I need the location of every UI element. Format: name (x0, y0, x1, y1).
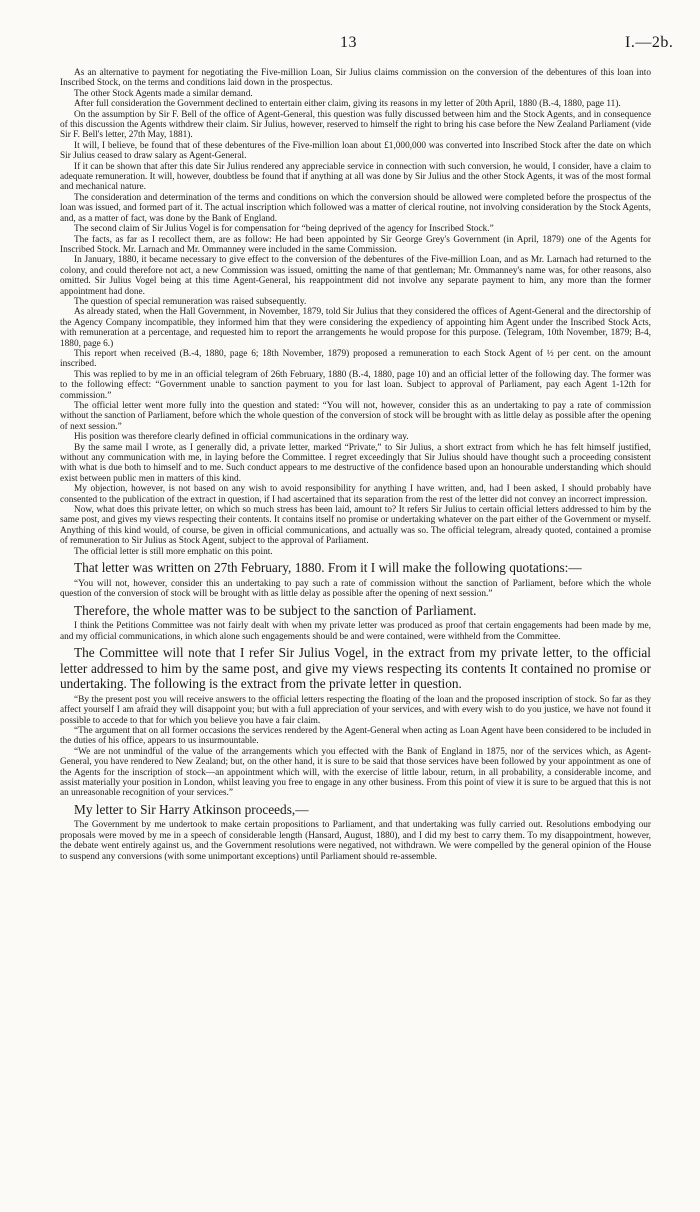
quoted-paragraph: “You will not, however, consider this an undertaking to pay such a rate of commission without the sanction of Parliament, before which the whole question of the conversion of stock will be brought with as little delay as possible after the opening of next session.” (60, 578, 651, 600)
paragraph: The consideration and determination of the terms and conditions on which the conversion should be allowed were completed before the prospectus of the loan was issued, and formed part of it. The actual inscription which followed was a matter of clerical routine, not involving consideration by the Stock Agents, and, as a matter of fact, was done by the Bank of England. (60, 192, 651, 224)
paragraph: The second claim of Sir Julius Vogel is for compensation for “being deprived of the agency for Inscribed Stock.” (74, 224, 494, 235)
paragraph: By the same mail I wrote, as I generally did, a private letter, marked “Private,” to Sir Julius, a short extract from which he has felt himself justified, without any communication with me, in laying before the Committee. I regret exceedingly that Sir Julius should have thought such a proceeding consistent with what is due both to himself and to me. Such conduct appears to me destructive of the confidence based upon an honourable understanding which should exist between public men in matters of this kind. (60, 442, 651, 484)
large-type-paragraph: That letter was written on 27th February, 1880. From it I will make the following quotations:— (74, 560, 582, 576)
page-number: 13 (340, 34, 357, 51)
paragraph: The facts, as far as I recollect them, are as follow: He had been appointed by Sir George Grey's Government (in April, 1879) one of the Agents for Inscribed Stock. Mr. Larnach and Mr. Ommanney were included in the same Commission. (60, 234, 651, 255)
paragraph: The question of special remuneration was raised subsequently. (74, 296, 307, 307)
paragraph: After full consideration the Government declined to entertain either claim, giving its reasons in my letter of 20th April, 1880 (B.-4, 1880, page 11). (74, 99, 621, 110)
paragraph: As an alternative to payment for negotiating the Five-million Loan, Sir Julius claims commission on the conversion of the debentures of this loan into Inscribed Stock, on the terms and conditions laid down in the prospectus. (60, 68, 651, 89)
quoted-paragraph: “The argument that on all former occasions the services rendered by the Agent-General when acting as Loan Agent have been considered to be included in the duties of his office, appears to us insurmountable. (60, 725, 651, 747)
paragraph: In January, 1880, it became necessary to give effect to the conversion of the debentures of the Five-million Loan, and as Mr. Larnach had returned to the colony, and could therefore not act, a new Commission was issued, omitting the name of that gentleman; Mr. Ommanney's name was, for other reasons, also omitted. Sir Julius Vogel being at this time Agent-General, his reappointment did not involve any separate payment to him, any more than the former appointment had done. (60, 255, 651, 297)
paragraph: Now, what does this private letter, on which so much stress has been laid, amount to? It refers Sir Julius to certain official letters addressed to him by the same post, and gives my views respecting their contents. It contains itself no promise or undertaking whatever on the part either of the Government or myself. Anything of this kind would, of course, be given in official communications, and actually was so. The official telegram, already quoted, contained a promise of remuneration to Sir Julius as Stock Agent, subject to the approval of Parliament. (60, 505, 651, 547)
document-reference: I.—2b. (625, 34, 674, 51)
paragraph: The Government by me undertook to make certain propositions to Parliament, and that undertaking was fully carried out. Resolutions embodying our proposals were moved by me in a speech of considerable length (Hansard, August, 1880), and I did my best to carry them. To my disappointment, however, the debate went entirely against us, and the Government resolutions were negatived, not withdrawn. We were compelled by the general opinion of the House to suspend any conversions (with some unimportant exceptions) until Parliament should re-assemble. (60, 820, 651, 862)
paragraph: It will, I believe, be found that of these debentures of the Five-million loan about £1,000,000 was converted into Inscribed Stock after the date on which Sir Julius ceased to draw salary as Agent-General. (60, 140, 651, 162)
paragraph: His position was therefore clearly defined in official communications in the ordinary way. (74, 432, 409, 443)
large-type-paragraph: My letter to Sir Harry Atkinson proceeds,— (74, 801, 309, 817)
paragraph: The official letter went more fully into the question and stated: “You will not, however, consider this as an undertaking to pay a rate of commission without the sanction of Parliament, before which the whole question of the conversion of stock will be brought with as little delay as possible after the opening of next session.” (60, 401, 651, 432)
paragraph: If it can be shown that after this date Sir Julius rendered any appreciable service in connection with such conversion, he would, I consider, have a claim to adequate remuneration. It will, however, doubtless be found that if anything at all was done by Sir Julius and the other Stock Agents, it was of the most formal and mechanical nature. (60, 161, 651, 193)
quoted-paragraph: “By the present post you will receive answers to the official letters respecting the floating of the loan and the proposed inscription of stock. So far as they affect yourself I am afraid they will disappoint you; but with a full appreciation of your services, and with every wish to do you justice, we have not found it possible to accede to that for which you believe you have a fair claim. (60, 694, 651, 726)
paragraph: The official letter is still more emphatic on this point. (74, 546, 273, 557)
large-type-paragraph: The Committee will note that I refer Sir Julius Vogel, in the extract from my private letter, to the official letter addressed to him by the same post, and give my views respecting its contents It contained no promise or undertaking. The following is the extract from the private letter in question. (60, 644, 651, 692)
paragraph: I think the Petitions Committee was not fairly dealt with when my private letter was produced as proof that certain engagements had been made by me, and my official communications, in which alone such engagements should be and were contained, were withheld from the Committee. (60, 621, 651, 642)
paragraph: My objection, however, is not based on any wish to avoid responsibility for anything I have written, and, had I been asked, I should probably have consented to the publication of the extract in question, if I had ascertained that its separation from the rest of the letter did not convey an incorrect impression. (60, 484, 651, 505)
large-type-paragraph: Therefore, the whole matter was to be subject to the sanction of Parliament. (74, 602, 477, 618)
paragraph: This was replied to by me in an official telegram of 26th February, 1880 (B.-4, 1880, page 10) and an official letter of the following day. The former was to the following effect: “Government unable to sanction payment to you for last loan. Subject to approval of Parliament, pay each Agent 1-12th for commission.” (60, 369, 651, 401)
paragraph: As already stated, when the Hall Government, in November, 1879, told Sir Julius that they considered the offices of Agent-General and the directorship of the Agency Company incompatible, they informed him that they were considering the expediency of appointing him Agent under the Inscribed Stock Acts, with remuneration at a percentage, and requested him to report the arrangements he would propose for this purpose. (Telegram, 10th November, 1879; B-4, 1880, page 6.) (60, 307, 651, 349)
document-body (60, 68, 651, 862)
quoted-paragraph: “We are not unmindful of the value of the arrangements which you effected with the Bank of England in 1875, nor of the services which, as Agent-General, you have rendered to New Zealand; but, on the other hand, it is sure to be said that those services have been followed by your appointment as one of the Agents for the inscription of stock—an appointment which will, with the exercise of little labour, return, in all probability, a considerable income, and assist materially your position in London, whilst leaving you free to engage in any other business. From this point of view it is sure to be argued that this is not an unreasonable recognition of your services.” (60, 746, 651, 799)
paragraph: This report when received (B.-4, 1880, page 6; 18th November, 1879) proposed a remuneration to each Stock Agent of ½ per cent. on the amount inscribed. (60, 348, 651, 370)
paragraph: On the assumption by Sir F. Bell of the office of Agent-General, this question was fully discussed between him and the Stock Agents, and in consequence of this discussion the Agents withdrew their claim. Sir Julius, however, reserved to himself the right to bring his case before the New Zealand Parliament (vide Sir F. Bell's letter, 27th May, 1881). (60, 109, 651, 141)
paragraph: The other Stock Agents made a similar demand. (74, 88, 253, 99)
